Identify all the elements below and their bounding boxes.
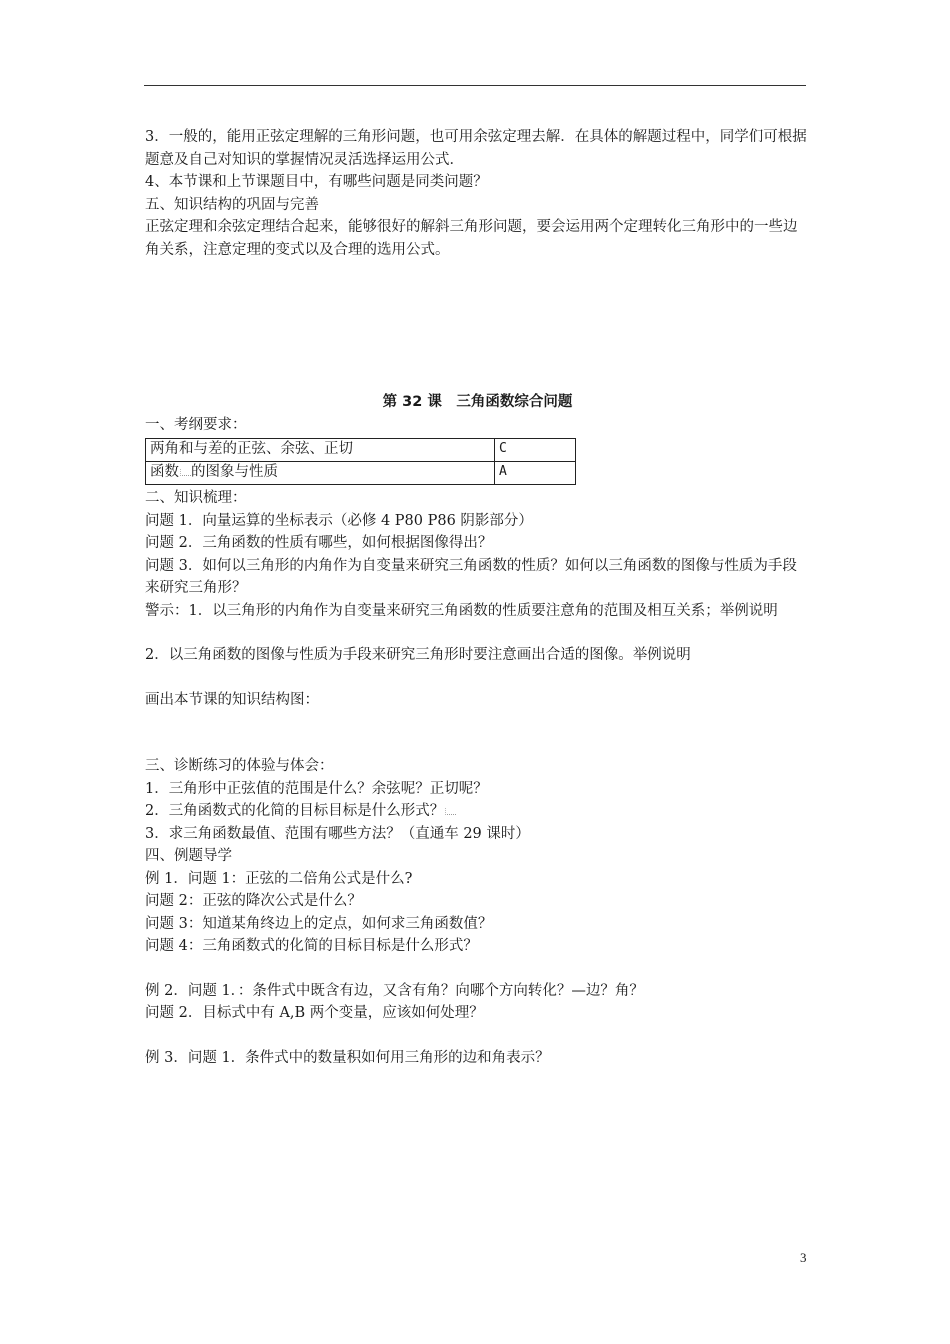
diagnostic-2: 2．三角函数式的化简的目标目标是什么形式？ [145,800,810,823]
example-1-question-2: 问题 2：正弦的降次公式是什么？ [145,893,362,909]
formula-image-placeholder [179,467,191,477]
table-cell-topic: 两角和与差的正弦、余弦、正切 [146,439,495,462]
example-1-question-1: 例 1．问题 1：正弦的二倍角公式是什么? [145,870,413,887]
header-rule [144,85,806,86]
topic-suffix: 的图象与性质 [191,464,278,480]
table-cell-topic [146,462,495,485]
section-heading-5: 五、知识结构的巩固与完善 [145,196,319,213]
page-content [145,126,810,1069]
warning-1: 警示：1．以三角形的内角作为自变量来研究三角函数的性质要注意角的范围及相互关系；举例说明 [145,602,778,619]
section-heading-4: 四、例题导学 [145,848,232,864]
example-2-question-1: 例 2．问题 1．：条件式中既含有边，又含有角？向哪个方向转化？—边？角？ [145,982,644,999]
diagnostic-3: 3．求三角函数最值、范围有哪些方法？（直通车 29 课时） [145,825,530,842]
table-row [146,462,576,485]
section-heading-1: 一、考纲要求： [145,416,247,433]
example-1-question-3: 问题 3：知道某角终边上的定点，如何求三角函数值？ [145,915,493,932]
draw-structure-prompt: 画出本节课的知识结构图： [145,691,319,708]
topic-prefix: 函数 [150,464,179,480]
syllabus-table [145,438,576,485]
paragraph-3: 3．一般的，能用正弦定理解的三角形问题，也可用余弦定理去解．在具体的解题过程中，同学们可根据题意及自己对知识的掌握情况灵活选择运用公式． [145,129,807,168]
warning-2: 2．以三角函数的图像与性质为手段来研究三角形时要注意画出合适的图像。举例说明 [145,647,691,663]
section-heading-3: 三、诊断练习的体验与体会： [145,758,334,774]
page-number: 3 [800,1250,807,1265]
paragraph-summary: 正弦定理和余弦定理结合起来，能够很好的解斜三角形问题，要会运用两个定理转化三角形中的一些边角关系，注意定理的变式以及合理的选用公式。 [145,219,798,258]
question-3: 问题 3．如何以三角形的内角作为自变量来研究三角函数的性质？如何以三角函数的图像与性质为手段来研究三角形？ [145,557,797,596]
example-3-question-1: 例 3．问题 1．条件式中的数量积如何用三角形的边和角表示？ [145,1049,550,1066]
lesson-title: 第 32 课 三角函数综合问题 [382,394,573,410]
example-1-question-4: 问题 4：三角函数式的化简的目标目标是什么形式？ [145,938,478,954]
question-2: 问题 2．三角函数的性质有哪些，如何根据图像得出？ [145,535,493,551]
table-cell-level: A [495,462,576,485]
table-row [146,439,576,462]
example-2-question-2: 问题 2．目标式中有 A,B 两个变量，应该如何处理？ [145,1005,484,1021]
section-heading-2: 二、知识梳理： [145,490,247,506]
question-1: 问题 1．向量运算的坐标表示（必修 4 P80 P86 阴影部分） [145,512,533,529]
diagnostic-1: 1．三角形中正弦值的范围是什么？余弦呢？正切呢？ [145,780,488,797]
paragraph-4: 4、本节课和上节课题目中，有哪些问题是同类问题？ [145,174,488,190]
table-cell-level: C [495,439,576,462]
formula-image-placeholder [444,806,456,816]
